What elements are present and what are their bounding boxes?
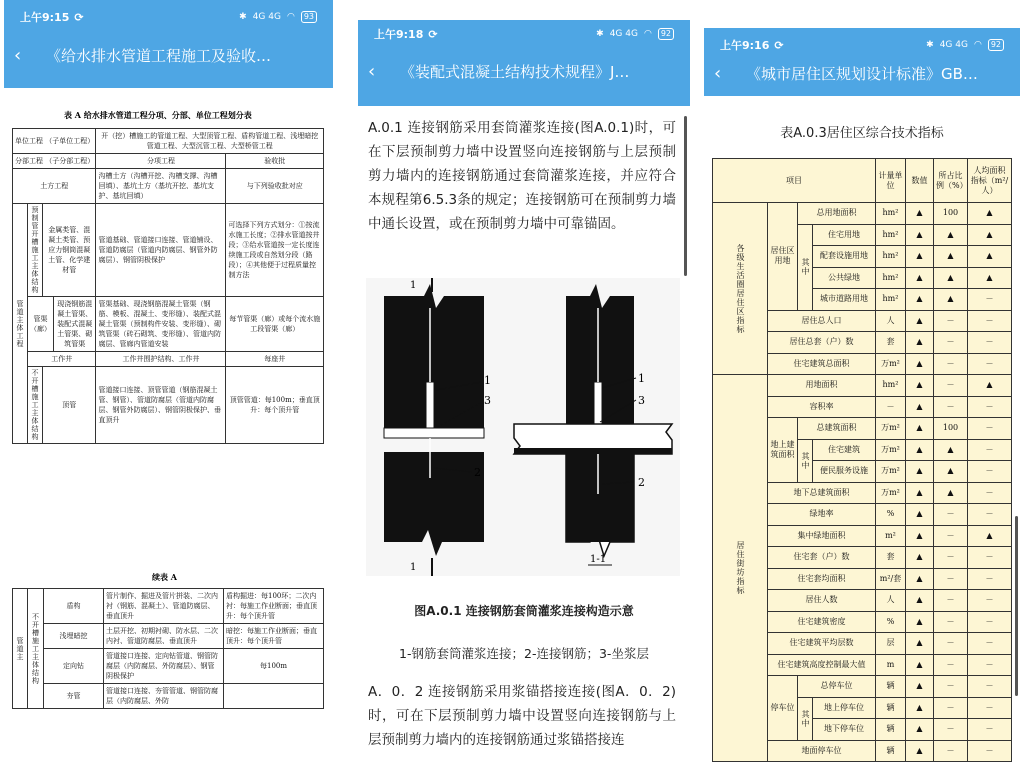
ratio-cell: － [934,396,968,418]
cell: 不开槽施工主体结构 [28,589,44,709]
per-capita-cell: ▲ [968,203,1012,225]
unit-cell: 万m² [876,482,906,504]
subgroup-label: 居住区用地 [768,203,798,311]
app-bar [704,28,1020,96]
ratio-cell: ▲ [934,439,968,461]
continued-table-title: 续表 A [152,572,177,582]
page-title: 《城市居住区规划设计标准》GB… [746,64,978,83]
header-unit: 计量单位 [876,159,906,203]
subgroup-label: 其中 [798,439,813,482]
cell: 与下列验收批对应 [226,169,324,204]
status-time: 上午9:15 [20,11,70,24]
value-cell: ▲ [906,203,934,225]
cell: 不开槽施工主体结构 [28,367,43,443]
subgroup-label: 其中 [798,224,813,310]
signal-icon: 4G 4G [252,12,281,22]
ratio-cell: － [934,740,968,762]
status-bar [4,0,333,28]
ratio-cell: ▲ [934,224,968,246]
row-label: 地下总建筑面积 [768,482,876,504]
ratio-cell: － [934,310,968,332]
per-capita-cell: － [968,719,1012,741]
per-capita-cell: ▲ [968,246,1012,268]
unit-cell: － [876,396,906,418]
left-wall-diagram [384,278,484,576]
unit-cell: 辆 [876,676,906,698]
row-label: 城市道路用地 [813,289,876,311]
ratio-cell: － [934,654,968,676]
back-arrow-icon[interactable]: ‹ [368,60,376,82]
value-cell: ▲ [906,568,934,590]
ratio-cell: ▲ [934,482,968,504]
status-bar [358,20,690,48]
signal-icon: 4G 4G [939,40,968,50]
ratio-cell: － [934,375,968,397]
app-bar [358,20,690,106]
paragraph-a02: A．0．2 连接钢筋采用浆锚搭接连接(图A．0．2)时，可在下层预制剪力墙中设置竖向连接钢筋与上层预制剪力墙内的连接钢筋通过浆锚搭接连 [368,684,676,748]
value-cell: ▲ [906,590,934,612]
bluetooth-icon: ✱ [596,29,604,39]
unit-cell: m²/套 [876,568,906,590]
per-capita-cell: － [968,332,1012,354]
wifi-icon: ◠ [973,40,982,50]
col-batch: 验收批 [226,154,324,169]
value-cell: ▲ [906,353,934,375]
per-capita-cell: － [968,289,1012,311]
cell [28,367,96,444]
unit-cell: 套 [876,547,906,569]
unit-cell: hm² [876,246,906,268]
title-bar [358,56,690,86]
page-title: 《给水排水管道工程施工及验收… [46,46,272,65]
unit-cell: 万m² [876,418,906,440]
unit-cell: 人 [876,310,906,332]
cell: 盾构掘进：每100环；二次内衬：每施工作业断面；垂直顶升：每个顶升管 [224,589,324,624]
per-capita-cell: － [968,654,1012,676]
value-cell: ▲ [906,611,934,633]
value-cell: ▲ [906,332,934,354]
unit-cell: hm² [876,203,906,225]
figure-legend: 1-钢筋套筒灌浆连接；2-连接钢筋；3-坐浆层 [399,646,649,661]
bluetooth-icon: ✱ [239,12,247,22]
row-label: 地面停车位 [768,740,876,762]
value-cell: ▲ [906,633,934,655]
row-label: 容积率 [768,396,876,418]
unit-cell: hm² [876,375,906,397]
cell: 夯管 [44,684,104,709]
value-cell: ▲ [906,461,934,483]
unit-cell: 人 [876,590,906,612]
unit-cell: % [876,611,906,633]
ratio-cell: － [934,353,968,375]
unit-label: 单位工程 （子单位工程） [13,129,96,154]
per-capita-cell: － [968,547,1012,569]
row-label: 公共绿地 [813,267,876,289]
unit-cell: hm² [876,224,906,246]
cell: 管渠（廊） [28,297,54,351]
per-capita-cell: － [968,568,1012,590]
row-label: 总用地面积 [798,203,876,225]
subgroup-label: 停车位 [768,676,798,741]
col-part: 分部工程 （子分部工程） [13,154,96,169]
status-time: 上午9:18 [374,28,424,41]
cell: 管道接口连接、定向钻管道、钢管防腐层（内防腐层、外防腐层）、钢管阴极保护 [104,649,224,684]
per-capita-cell: ▲ [968,375,1012,397]
ratio-cell: － [934,590,968,612]
cut-mark-top: 1 [410,280,417,291]
ratio-cell: ▲ [934,461,968,483]
section-label: 1-1 [590,554,607,565]
cut-mark-bottom: 1 [410,562,417,573]
ratio-cell: － [934,633,968,655]
cell: 管道基础、管道接口连接、管道铺设、管道防腐层（管道内防腐层、钢管外防腐层）、钢管阴极保护 [96,204,226,297]
value-cell: ▲ [906,697,934,719]
unit-cell: 万m² [876,353,906,375]
ratio-cell: 100 [934,203,968,225]
value-cell: ▲ [906,396,934,418]
value-cell: ▲ [906,547,934,569]
cell: 每100m [224,649,324,684]
per-capita-cell: － [968,353,1012,375]
ratio-cell: － [934,697,968,719]
value-cell: ▲ [906,654,934,676]
value-cell: ▲ [906,267,934,289]
per-capita-cell: － [968,418,1012,440]
per-capita-cell: ▲ [968,525,1012,547]
unit-cell: m [876,654,906,676]
value-cell: ▲ [906,375,934,397]
row-label: 集中绿地面积 [768,525,876,547]
unit-cell: 层 [876,633,906,655]
row-label: 住宅建筑高度控制最大值 [768,654,876,676]
battery-icon: 92 [988,39,1004,51]
unit-cell: 辆 [876,740,906,762]
value-cell: ▲ [906,525,934,547]
ratio-cell: － [934,719,968,741]
cell: 现浇钢筋混凝土管渠、装配式混凝土管渠、砌筑管渠 [57,300,93,348]
sync-icon: ⟳ [774,38,784,52]
cell: 管渠基础、现浇钢筋混凝土管渠（钢筋、模板、混凝土、变形缝）、装配式混凝土管渠（预制构件安装、变形缝）、砌筑管渠（砖石砌筑、变形缝）、管道内防腐层、管廊内管道安装 [96,297,226,352]
unit-cell: hm² [876,267,906,289]
cell: 金属类管、混凝土类管、预应力钢筒混凝土管、化学建材管 [48,226,91,274]
per-capita-cell: － [968,396,1012,418]
header-per: 人均面积指标（m²/人） [968,159,1012,203]
label-1b: 1 [638,372,645,385]
value-cell: ▲ [906,482,934,504]
unit-cell: m² [876,525,906,547]
scrollbar[interactable] [1015,516,1018,696]
indicator-table [712,158,1012,762]
cell: 暗挖：每施工作业断面；垂直顶升：每个顶升管 [224,624,324,649]
cell: 管道主体工程 [13,204,28,444]
per-capita-cell: － [968,461,1012,483]
ratio-cell: ▲ [934,246,968,268]
per-capita-cell: ▲ [968,267,1012,289]
table-title: 表A.0.3居住区综合技术指标 [780,126,944,141]
ratio-cell: － [934,568,968,590]
app-bar [4,0,333,88]
label-1: 1 [484,374,491,387]
title-bar [704,58,1020,88]
cell: 沟槽土方（沟槽开挖、沟槽支撑、沟槽回填）、基坑土方（基坑开挖、基坑支护、基坑回填） [96,169,226,204]
value-cell: ▲ [906,740,934,762]
subgroup-label: 地上建筑面积 [768,418,798,483]
per-capita-cell: － [968,676,1012,698]
per-capita-cell: － [968,611,1012,633]
label-2: 2 [474,466,481,479]
row-label: 居住人数 [768,590,876,612]
ratio-cell: － [934,676,968,698]
row-label: 住宅用地 [813,224,876,246]
row-label: 绿地率 [768,504,876,526]
header-item: 项目 [713,159,876,203]
cell: 盾构 [44,589,104,624]
per-capita-cell: ▲ [968,224,1012,246]
row-label: 配套设施用地 [813,246,876,268]
row-label: 住宅建筑总面积 [768,353,876,375]
sync-icon: ⟳ [428,27,438,41]
ratio-cell: ▲ [934,289,968,311]
battery-icon: 93 [301,11,317,23]
header-ratio: 所占比例（%） [934,159,968,203]
division-table [12,128,324,444]
cell: 土层开挖、初期衬砌、防水层、二次内衬、管道防腐层、垂直顶升 [104,624,224,649]
value-cell: ▲ [906,289,934,311]
cell: 浅埋暗挖 [44,624,104,649]
paragraph-a01: A.0.1 连接钢筋采用套筒灌浆连接(图A.0.1)时，可在下层预制剪力墙中设置竖向连接钢筋与上层预制剪力墙内的连接钢筋通过套筒灌浆连接，并应符合本规程第6.5.3条的规定；连接钢筋可在预制剪力墙中通长设置，或在预制剪力墙中可靠锚固。 [368,120,676,232]
per-capita-cell: － [968,590,1012,612]
value-cell: ▲ [906,676,934,698]
value-cell: ▲ [906,224,934,246]
phone-screen-residential-planning [704,0,1020,768]
row-label: 住宅建筑密度 [768,611,876,633]
unit-cell: 辆 [876,697,906,719]
cell: 管道接口连接、顶管管道（钢筋混凝土管、钢管）、管道防腐层（管道内防腐层、钢管外防腐层）、钢管阴极保护、垂直顶升 [96,367,226,444]
cell: 工作井 [28,352,96,367]
ratio-cell: － [934,611,968,633]
unit-cell: 万m² [876,461,906,483]
back-arrow-icon[interactable]: ‹ [714,62,722,84]
value-cell: ▲ [906,418,934,440]
continued-table [12,588,324,709]
cell: 工作井围护结构、工作井 [96,352,226,367]
cell: 每节管渠（廊）或每个流水施工段管渠（廊） [226,297,324,352]
value-cell: ▲ [906,246,934,268]
title-bar [4,40,333,70]
bluetooth-icon: ✱ [926,40,934,50]
per-capita-cell: － [968,439,1012,461]
unit-cell: 辆 [876,719,906,741]
subgroup-label: 其中 [798,697,813,740]
label-3: 3 [484,394,491,407]
cell: 可选择下列方式划分：①按流水施工长度；②排水管道按井段；③给水管道按一定长度连续施工段或自然划分段（路段）；④其他便于过程质量控制方法 [226,204,324,297]
table-row [713,375,1012,397]
row-label: 住宅建筑平均层数 [768,633,876,655]
row-label: 住宅套均面积 [768,568,876,590]
document-content[interactable] [4,88,333,768]
ratio-cell: － [934,547,968,569]
ratio-cell: 100 [934,418,968,440]
battery-icon: 92 [658,28,674,40]
unit-cell: 万m² [876,439,906,461]
label-2b: 2 [638,476,645,489]
per-capita-cell: － [968,697,1012,719]
wifi-icon: ◠ [286,12,295,22]
cell: 管道接口连接、夯管管道、钢管防腐层（内防腐层、外防 [104,684,224,709]
sync-icon: ⟳ [74,10,84,24]
row-label: 住宅建筑 [813,439,876,461]
phone-screen-precast-concrete [358,0,690,768]
phone-screen-water-pipeline [4,0,333,768]
group-label: 各级生活圈居住区指标 [713,203,768,375]
unit-cell: 套 [876,332,906,354]
ratio-cell: － [934,504,968,526]
table-row [713,203,1012,225]
cell: 每座井 [226,352,324,367]
col-item: 分项工程 [96,154,226,169]
per-capita-cell: － [968,310,1012,332]
per-capita-cell: － [968,740,1012,762]
value-cell: ▲ [906,439,934,461]
ratio-cell: － [934,525,968,547]
row-label: 居住总套（户）数 [768,332,876,354]
ratio-cell: ▲ [934,267,968,289]
figure-grout-connection [366,278,680,576]
cell: 顶管 [62,401,77,409]
value-cell: ▲ [906,719,934,741]
value-cell: ▲ [906,310,934,332]
group-label: 居住街坊指标 [713,375,768,762]
document-content[interactable] [358,106,690,768]
document-content[interactable] [704,96,1020,768]
page-title: 《装配式混凝土结构技术规程》J… [400,62,630,81]
row-label: 便民服务设施 [813,461,876,483]
cell: 管片制作、掘进及管片拼装、二次内衬（钢筋、混凝土）、管道防腐层、垂直顶升 [104,589,224,624]
cell: 管道主 [13,589,28,709]
status-time: 上午9:16 [720,39,770,52]
per-capita-cell: － [968,482,1012,504]
per-capita-cell: － [968,504,1012,526]
cell: 顶管管道：每100m；垂直顶升：每个顶升管 [226,367,324,444]
value-cell: ▲ [906,504,934,526]
unit-cell: % [876,504,906,526]
row-label: 用地面积 [768,375,876,397]
label-3b: 3 [638,394,645,407]
wifi-icon: ◠ [643,29,652,39]
ratio-cell: － [934,332,968,354]
per-capita-cell: － [968,633,1012,655]
back-arrow-icon[interactable]: ‹ [14,44,22,66]
row-label: 居住总人口 [768,310,876,332]
signal-icon: 4G 4G [609,29,638,39]
unit-cell: hm² [876,289,906,311]
cell: 土方工程 [13,169,96,204]
status-bar [704,28,1020,56]
row-label: 地下停车位 [813,719,876,741]
figure-caption: 图A.0.1 连接钢筋套筒灌浆连接构造示意 [414,604,634,618]
unit-value: 开（挖）槽施工的管道工程、大型顶管工程、盾构管道工程、浅埋暗挖管道工程、大型沉管工程、大型桥管工程 [96,129,324,154]
table-title: 表 A 给水排水管道工程分项、分部、单位工程划分表 [64,110,252,120]
cell [28,297,96,352]
header-value: 数值 [906,159,934,203]
row-label: 地上停车位 [813,697,876,719]
cell [28,204,96,297]
cell: 预制管开槽施工主体结构 [28,204,43,296]
scrollbar[interactable] [684,116,687,276]
cell: 定向钻 [44,649,104,684]
row-label: 住宅套（户）数 [768,547,876,569]
row-label: 总停车位 [798,676,876,698]
row-label: 总建筑面积 [798,418,876,440]
